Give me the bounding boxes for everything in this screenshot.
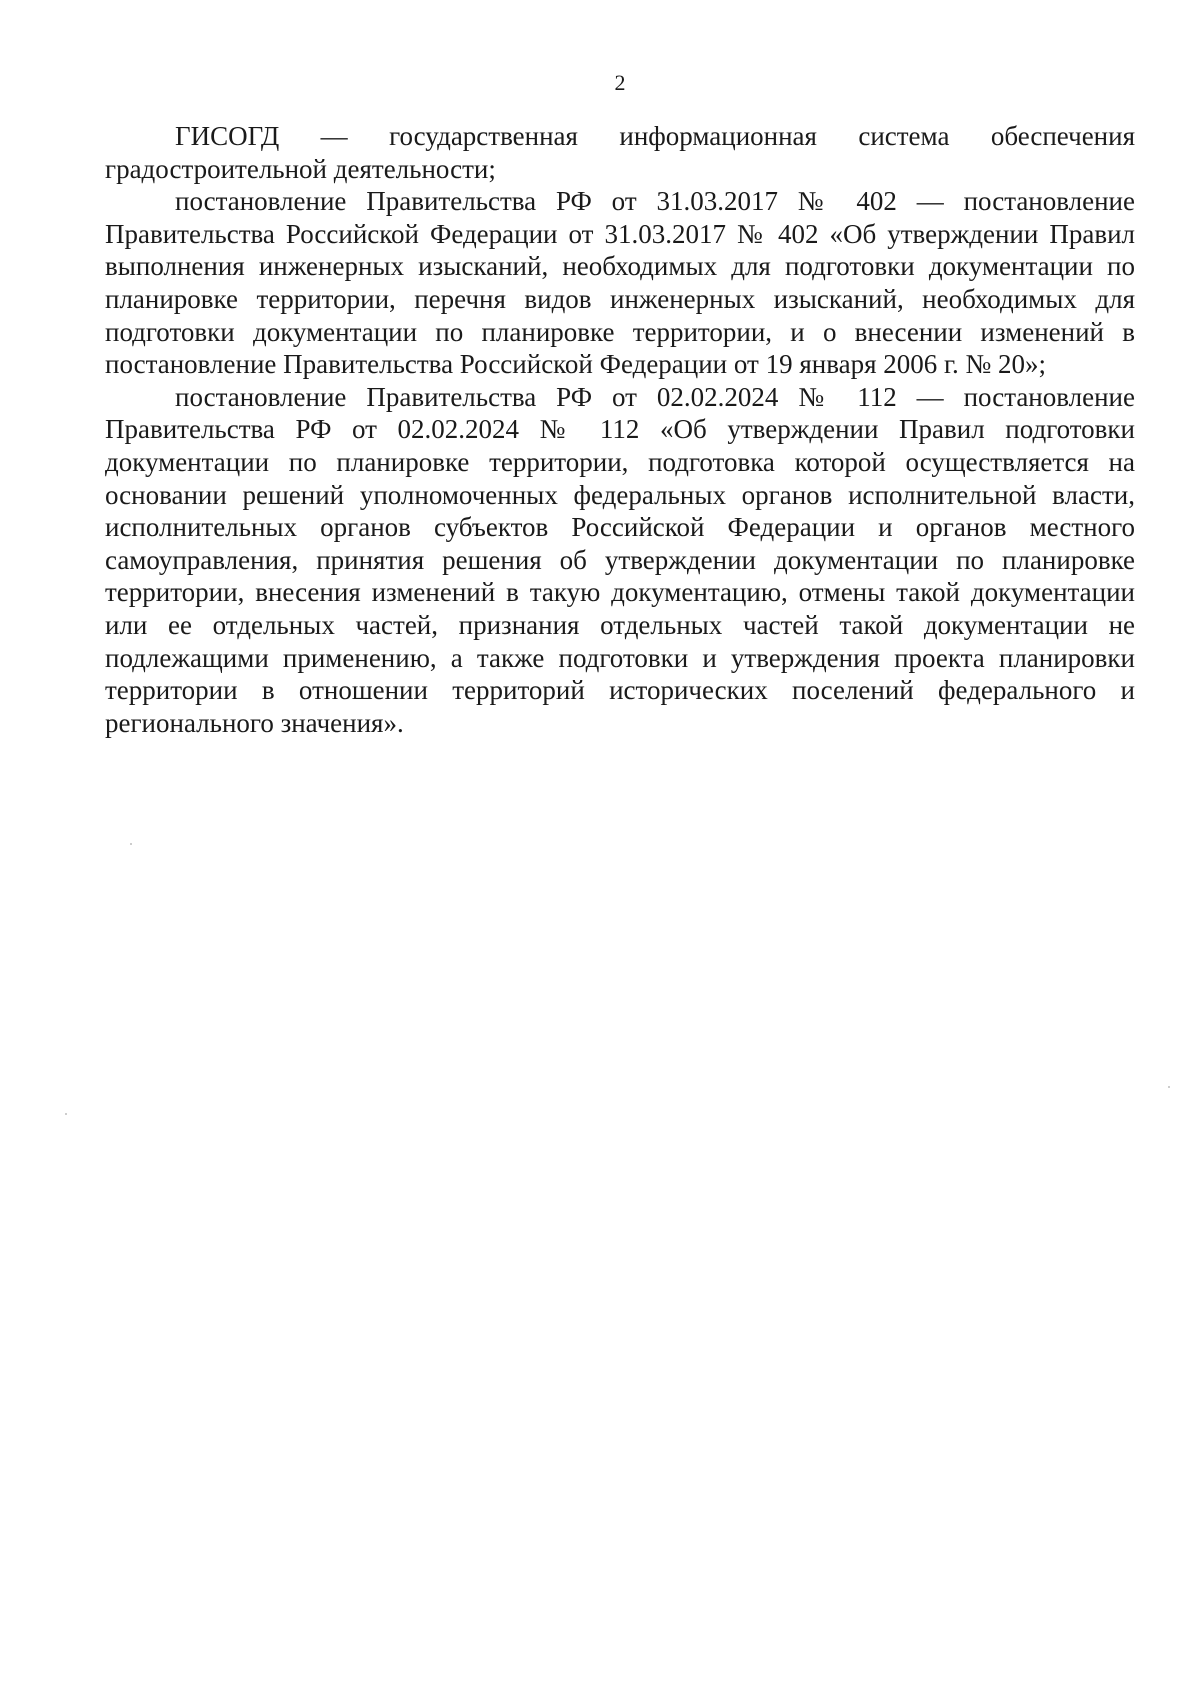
- paragraph-gisogd-definition: ГИСОГД — государственная информационная система обеспечения градостроительной деятельности;: [105, 121, 1135, 184]
- document-body: [105, 120, 1135, 739]
- paragraph-resolution-112: постановление Правительства РФ от 02.02.2024 № 112 — постановление Правительства РФ от 02.02.2024 № 112 «Об утверждении Правил подготовки документации по планировке территории, подготовка которой осуществляется на основании решений уполномоченных федеральных органов исполнительной власти, исполнительных органов субъектов Российской Федерации и органов местного самоуправления, принятия решения об утверждении документации по планировке территории, внесения изменений в такую документацию, отмены такой документации или ее отдельных частей, признания отдельных частей такой документации не подлежащими применению, а также подготовки и утверждения проекта планировки территории в отношении территорий исторических поселений федерального и регионального значения».: [105, 381, 1135, 738]
- scan-speck: [130, 843, 132, 845]
- scan-speck: [65, 1113, 67, 1115]
- paragraph-resolution-402: постановление Правительства РФ от 31.03.2017 № 402 — постановление Правительства Российской Федерации от 31.03.2017 № 402 «Об утверждении Правил выполнения инженерных изысканий, необходимых для подготовки документации по планировке территории, перечня видов инженерных изысканий, необходимых для подготовки документации по планировке территории, и о внесении изменений в постановление Правительства Российской Федерации от 19 января 2006 г. № 20»;: [105, 186, 1135, 380]
- scan-speck: [1168, 1086, 1170, 1088]
- page-number: 2: [614, 70, 626, 95]
